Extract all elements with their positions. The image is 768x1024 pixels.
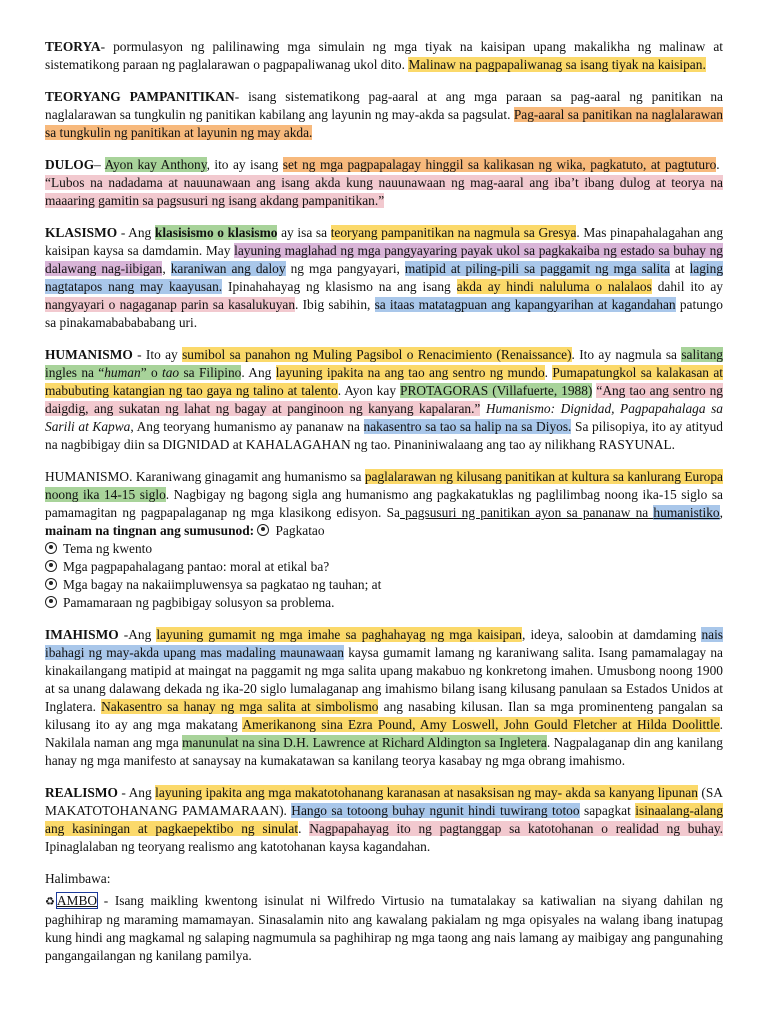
para-humanismo-2 <box>45 468 723 540</box>
highlight: PROTAGORAS (Villafuerte, 1988) <box>400 383 593 398</box>
highlight: humanistiko <box>653 505 720 520</box>
text: -Ang <box>118 627 157 642</box>
text: sapagkat <box>579 803 636 818</box>
document-page <box>45 38 723 979</box>
highlight: isinaalang-alang ang kasiningan at pagkaepektibo ng sinulat <box>45 803 724 836</box>
text: - Isang maikling kwentong isinulat ni Wilfredo Virtusio na tumatalakay sa katiwalian na siyang dahilan ng paghihirap ng maraming mamamayan. Sinasalamin nito ang kawalang pakialam ng mga opisyales na walang ibang inatupag kung hindi ang magkamal ng salaping nagmumula sa paghihirap ng mga taong ang nais lamang ay maibigay ang pangunahing pangangailangan ng kanilang pamilya. <box>45 893 723 963</box>
text: Pamamaraan ng pagbibigay solusyon sa problema. <box>63 595 335 610</box>
text: ay isa sa <box>277 225 331 240</box>
para-klasismo <box>45 224 723 332</box>
term-klasismo: KLASISMO <box>45 225 118 240</box>
term-teorya: TEORYA <box>45 39 101 54</box>
highlight: teoryang pampanitikan na nagmula sa Gresya <box>330 225 577 240</box>
highlight: Pag-aaral sa panitikan na naglalarawan sa tungkulin ng panitikan at layunin ng may akda. <box>45 107 723 140</box>
text: . <box>544 365 553 380</box>
globe-bullet-icon <box>45 596 57 608</box>
text: pagsusuri ng panitikan ayon sa pananaw na <box>399 505 654 520</box>
globe-bullet-icon <box>45 578 57 590</box>
highlight: akda ay hindi naluluma o nalalaos <box>456 279 652 294</box>
text: . <box>298 821 310 836</box>
para-teoryang-pampanitikan <box>45 88 723 142</box>
para-halimbawa-label <box>45 870 723 888</box>
text: sa Filipino <box>179 365 242 380</box>
text: - pormulasyon ng palilinawing mga simulain ng mga tiyak na kaisipan upang makalikha ng malinaw at sistematikong paraan ng paglalarawan o pagpapaliwanag ukol dito. <box>45 39 723 72</box>
underlined-text <box>400 505 720 520</box>
highlight: laging nagtatapos nang may kaayusan. <box>45 261 724 294</box>
term-realismo: REALISMO <box>45 785 118 800</box>
list-item <box>45 594 723 612</box>
para-teorya <box>45 38 723 74</box>
text: , <box>162 261 171 276</box>
highlight: layuning gumamit ng mga imahe sa paghahayag ng mga kaisipan <box>156 627 523 642</box>
term-imahismo: IMAHISMO <box>45 627 119 642</box>
highlight: nangyayari o nagaganap parin sa kasalukuyan <box>45 297 296 312</box>
highlight: noong ika 14-15 siglo <box>45 487 166 502</box>
text: . Ayon kay <box>337 383 401 398</box>
para-ambo <box>45 892 723 965</box>
highlight: Nagpapahayag ito ng pagtanggap sa katotohanan o realidad ng buhay. <box>309 821 723 836</box>
text: ” o <box>140 365 162 380</box>
text: - isang sistematikong pag-aaral at ang mga paraan sa pag-aaral ng panitikan na naglalarawan sa tungkulin ng panitikan kabilang ang layunin ng may-akda sa pagsulat. <box>45 89 724 122</box>
text: . Nagbigay ng bagong sigla ang humanismo ang pagkakatuklas ng paglilimbag noong ika-15 siglo sa pamamagitan ng pagpapalaganap ng mga klasikong edisyon. Sa <box>45 487 723 520</box>
highlight: layuning ipakita ang mga makatotohanang karanasan at nasaksisan ng may- akda sa kanyang lipunan <box>155 785 698 800</box>
text: patungo sa pinakamababababang uri. <box>45 297 723 330</box>
text: dahil ito ay <box>651 279 723 294</box>
story-title: AMBO <box>56 893 98 908</box>
highlight: klasisismo o klasismo <box>154 225 278 240</box>
text: Mga pagpapahalagang pantao: moral at etikal ba? <box>63 559 330 574</box>
highlight: sumibol sa panahon ng Muling Pagsibol o Renacimiento (Renaissance) <box>182 347 572 362</box>
text: kaysa gumamit lamang ng karaniwang salita. Isang pamamalagay na kinakailangang matipid at maingat na paggamit ng mga salita upang makabuo ng konkretong imahen. Umusbong noong 1900 at sa unang dalawang dekada ng ika-20 siglo lumalaganap ang imahismo bilang isang kilusang panulaan sa Estados Unidos at Inglatera. <box>45 645 723 714</box>
list-item <box>45 576 723 594</box>
para-humanismo <box>45 346 723 454</box>
text: Pagkatao <box>275 523 325 538</box>
text: - Ito ay <box>132 347 183 362</box>
text: . Ang <box>241 365 276 380</box>
text: ng mga pangyayari, <box>285 261 405 276</box>
text: salitang ingles na “ <box>45 347 723 380</box>
text: . Nagpalaganap din ang kanilang hanay ng mga manifesto at sanaysay na kumakatawan sa kanilang teorya kasabay ng mga obrang imahismo. <box>45 735 723 768</box>
list-item <box>45 540 723 558</box>
highlight: Amerikanong sina Ezra Pound, Amy Loswell, John Gould Fletcher at Hilda Doolittle <box>242 717 720 732</box>
text: Ipinahahayag ng klasismo na ang isang <box>222 279 457 294</box>
highlight: manunulat na sina D.H. Lawrence at Richard Aldington sa Ingletera <box>182 735 547 750</box>
text: . Ito ay nagmula sa <box>571 347 682 362</box>
list-item <box>45 558 723 576</box>
bullet-list <box>45 540 723 612</box>
highlight: “Ang tao ang sentro ng daigdig, ang sukatan ng lahat ng bagay at panginoon ng kanyang kapalaran.” <box>45 383 724 416</box>
text: . Ibig sabihin, <box>295 297 375 312</box>
highlight: nakasentro sa tao sa halip na sa Diyos. <box>363 419 572 434</box>
para-realismo <box>45 784 723 856</box>
globe-bullet-icon <box>45 542 57 554</box>
recycle-icon: ♻ <box>45 896 55 908</box>
highlight: layuning maglahad ng mga pangyayaring payak ukol sa pagkakaiba ng estado sa buhay ng dalawang nag-iibigan <box>45 243 723 276</box>
text: . <box>716 157 720 172</box>
term-teoryang-pampanitikan: TEORYANG PAMPANITIKAN <box>45 89 235 104</box>
text: human <box>104 365 141 380</box>
text: , <box>719 505 723 520</box>
text: , ito ay isang <box>206 157 279 172</box>
term-dulog: DULOG <box>45 157 95 172</box>
text: Sa pilisopiya, ito ay atityud na nagbibigay diin sa DIGNIDAD at KAHALAGAHAN ng tao. Pinaniniwalaang ang tao ay nilikhang RASYUNAL. <box>45 419 723 452</box>
highlight: nais ibahagi ng may-akda upang mas madaling maunawaan <box>45 627 724 660</box>
book-title: Humanismo: Dignidad, Pagpapahalaga sa Sarili at Kapwa <box>45 401 723 434</box>
highlight: Hango sa totoong buhay ngunit hindi tuwirang totoo <box>291 803 580 818</box>
highlight: set ng mga pagpapalagay hinggil sa kalikasan ng wika, pagkatuto, at pagtuturo <box>282 157 717 172</box>
text: , Ang teoryang humanismo ay pananaw na <box>130 419 364 434</box>
text: at <box>669 261 690 276</box>
highlight: paglalarawan ng kilusang panitikan at kultura sa kanlurang Europa <box>364 469 724 484</box>
text: ang nasabing kilusan. Ilan sa mga prominenteng pangalan sa kilusang ito ay ang mga makatang <box>45 699 724 732</box>
bold-text: mainam na tingnan ang sumusunod: <box>45 523 255 538</box>
highlight: Ayon kay Anthony <box>104 157 207 172</box>
highlight: “Lubos na nadadama at nauunawaan ang isang akda kung nauunawaan ng mag-aaral ang iba’t ibang dulog at teorya na maaaring gamitin sa pagsusuri ng isang akdang pampanitikan.” <box>45 175 723 208</box>
text: Halimbawa: <box>45 871 111 886</box>
highlight: karaniwan ang daloy <box>170 261 286 276</box>
highlight: Nakasentro sa hanay ng mga salita at simbolismo <box>101 699 379 714</box>
text: Mga bagay na nakaiimpluwensya sa pagkatao ng tauhan; at <box>63 577 382 592</box>
highlight: Malinaw na pagpapaliwanag sa isang tiyak na kaisipan. <box>408 57 706 72</box>
highlight: layuning ipakita na ang tao ang sentro ng mundo <box>275 365 545 380</box>
highlight: Pumapatungkol sa kalakasan at mabubuting katangian ng tao gaya ng talino at talento <box>45 365 723 398</box>
text: (SA MAKATOTOHANANG PAMAMARAAN). <box>45 785 723 818</box>
text: Ipinaglalaban ng teoryang realismo ang katotohanan kaysa kagandahan. <box>45 839 431 854</box>
text: - Ang <box>117 785 156 800</box>
text: Tema ng kwento <box>63 541 153 556</box>
term-humanismo: HUMANISMO <box>45 347 133 362</box>
highlight: sa itaas matatagpuan ang kapangyarihan at kagandahan <box>374 297 676 312</box>
text: – <box>94 157 101 172</box>
text: tao <box>162 365 180 380</box>
para-dulog <box>45 156 723 210</box>
text: HUMANISMO. Karaniwang ginagamit ang humanismo sa <box>45 469 365 484</box>
highlight: matipid at piling-pili sa paggamit ng mga salita <box>404 261 670 276</box>
globe-bullet-icon <box>45 560 57 572</box>
text: - Ang <box>117 225 155 240</box>
text: . Mas pinapahalagahan ang kaisipan kaysa sa damdamin. May <box>45 225 724 258</box>
para-imahismo <box>45 626 723 770</box>
text: . Nakilala naman ang mga <box>45 717 723 750</box>
globe-bullet-icon <box>257 524 269 536</box>
text: , ideya, saloobin at damdaming <box>522 627 702 642</box>
